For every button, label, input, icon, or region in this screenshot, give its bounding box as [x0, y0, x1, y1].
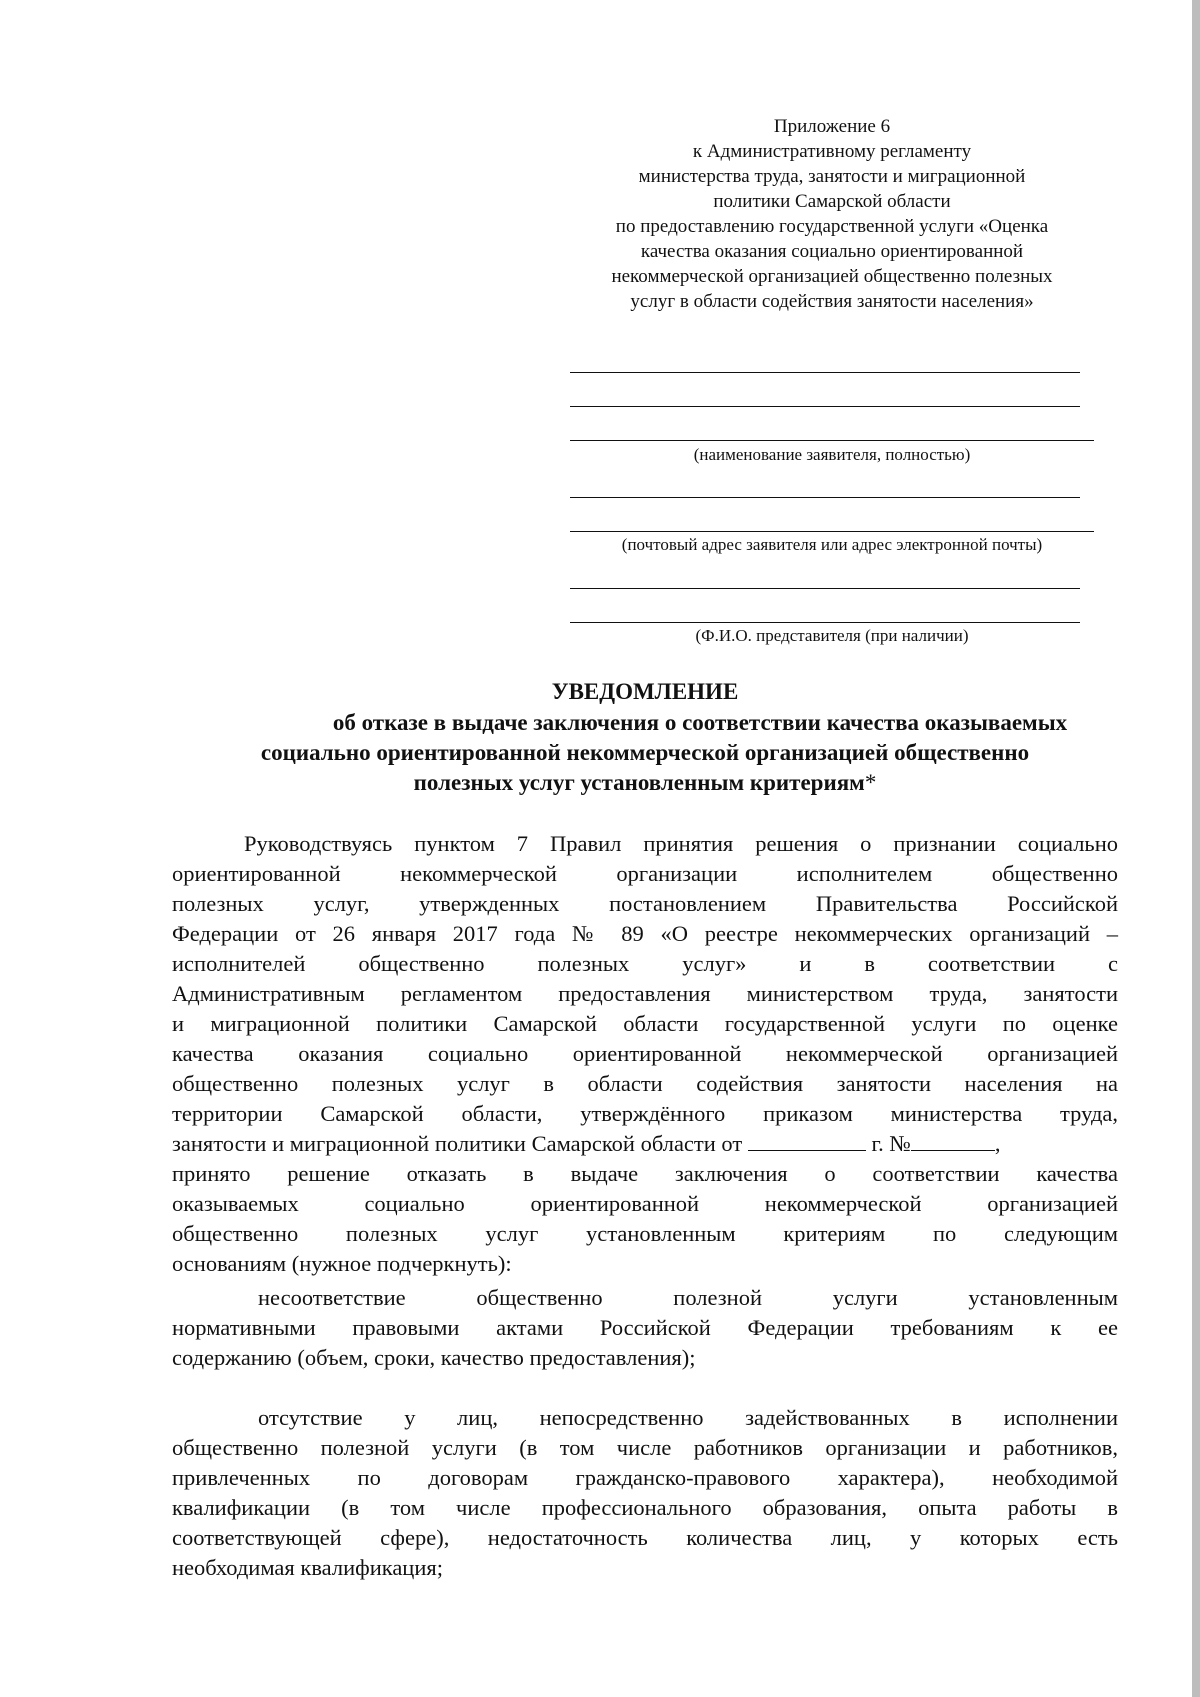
appendix-line: Приложение 6: [773, 116, 891, 137]
applicant-name-line-3[interactable]: [570, 440, 1094, 441]
representative-line-2[interactable]: [570, 622, 1080, 623]
appendix-line: по предоставлению государственной услуги «Оценка: [615, 216, 1049, 237]
paragraph-line: и миграционной политики Самарской области государственной услуги по оценке: [172, 1011, 1118, 1036]
order-date-field[interactable]: [748, 1130, 866, 1151]
ground-line: нормативными правовыми актами Российской Федерации требованиям к ее: [172, 1315, 1118, 1340]
appendix-line: качества оказания социально ориентированной: [640, 241, 1024, 262]
representative-line-1[interactable]: [570, 588, 1080, 589]
address-caption: (почтовый адрес заявителя или адрес электронной почты): [621, 535, 1043, 554]
appendix-line: министерства труда, занятости и миграционной: [638, 166, 1026, 187]
ground-line: квалификации (в том числе профессионального образования, опыта работы в: [172, 1495, 1118, 1520]
notice-title: УВЕДОМЛЕНИЕ: [551, 679, 739, 704]
paragraph-line: качества оказания социально ориентированной некоммерческой организацией: [172, 1041, 1118, 1066]
order-reference-line: [172, 1129, 1118, 1159]
notice-subtitle-text: полезных услуг установленным критериям: [413, 770, 865, 795]
order-number-label: г. №: [871, 1131, 911, 1156]
footnote-asterisk: *: [864, 770, 877, 795]
notice-subtitle-line-3: [145, 768, 1145, 798]
paragraph-line: основаниям (нужное подчеркнуть):: [172, 1251, 512, 1276]
appendix-line: политики Самарской области: [713, 191, 951, 212]
main-paragraph: [172, 829, 1118, 1279]
order-number-field[interactable]: [911, 1130, 995, 1151]
paragraph-line: Федерации от 26 января 2017 года № 89 «О реестре некоммерческих организаций –: [172, 921, 1118, 946]
order-line-suffix: ,: [994, 1131, 1001, 1156]
paragraph-line: оказываемых социально ориентированной некоммерческой организацией: [172, 1191, 1118, 1216]
address-line-2[interactable]: [570, 531, 1094, 532]
notice-subtitle-line: социально ориентированной некоммерческой организацией общественно: [260, 740, 1030, 765]
notice-subtitle-line: об отказе в выдаче заключения о соответствии качества оказываемых: [332, 710, 1068, 735]
ground-line: необходимая квалификация;: [172, 1555, 443, 1580]
refusal-ground-2[interactable]: [172, 1403, 1118, 1583]
appendix-line: некоммерческой организацией общественно полезных: [611, 266, 1053, 287]
paragraph-line: исполнителей общественно полезных услуг» и в соответствии с: [172, 951, 1118, 976]
ground-line: привлеченных по договорам гражданско-правового характера), необходимой: [172, 1465, 1118, 1490]
ground-line: общественно полезной услуги (в том числе работников организации и работников,: [172, 1435, 1118, 1460]
paragraph-line: принято решение отказать в выдаче заключения о соответствии качества: [172, 1161, 1118, 1186]
ground-line: отсутствие у лиц, непосредственно задействованных в исполнении: [258, 1405, 1118, 1430]
appendix-line: к Административному регламенту: [692, 141, 972, 162]
paragraph-line: общественно полезных услуг в области содействия занятости населения на: [172, 1071, 1118, 1096]
paragraph-line: Административным регламентом предоставления министерством труда, занятости: [172, 981, 1118, 1006]
ground-line: содержанию (объем, сроки, качество предоставления);: [172, 1345, 696, 1370]
order-line-prefix: занятости и миграционной политики Самарской области от: [172, 1131, 743, 1156]
paragraph-line: Руководствуясь пунктом 7 Правил принятия решения о признании социально: [244, 831, 1118, 856]
paragraph-line: общественно полезных услуг установленным критериям по следующим: [172, 1221, 1118, 1246]
ground-line: несоответствие общественно полезной услуги установленным: [258, 1285, 1118, 1310]
refusal-ground-1[interactable]: [172, 1283, 1118, 1373]
representative-caption: (Ф.И.О. представителя (при наличии): [695, 626, 969, 645]
paragraph-line: ориентированной некоммерческой организации исполнителем общественно: [172, 861, 1118, 886]
ground-line: соответствующей сфере), недостаточность количества лиц, у которых есть: [172, 1525, 1118, 1550]
applicant-name-caption: (наименование заявителя, полностью): [693, 445, 971, 464]
paragraph-line: территории Самарской области, утверждённого приказом министерства труда,: [172, 1101, 1118, 1126]
address-line-1[interactable]: [570, 497, 1080, 498]
paragraph-line: полезных услуг, утвержденных постановлением Правительства Российской: [172, 891, 1118, 916]
applicant-name-line-2[interactable]: [570, 406, 1080, 407]
appendix-header: [560, 114, 1104, 314]
page-edge: [1192, 0, 1200, 1697]
applicant-name-line-1[interactable]: [570, 372, 1080, 373]
appendix-line: услуг в области содействия занятости населения»: [630, 291, 1034, 312]
